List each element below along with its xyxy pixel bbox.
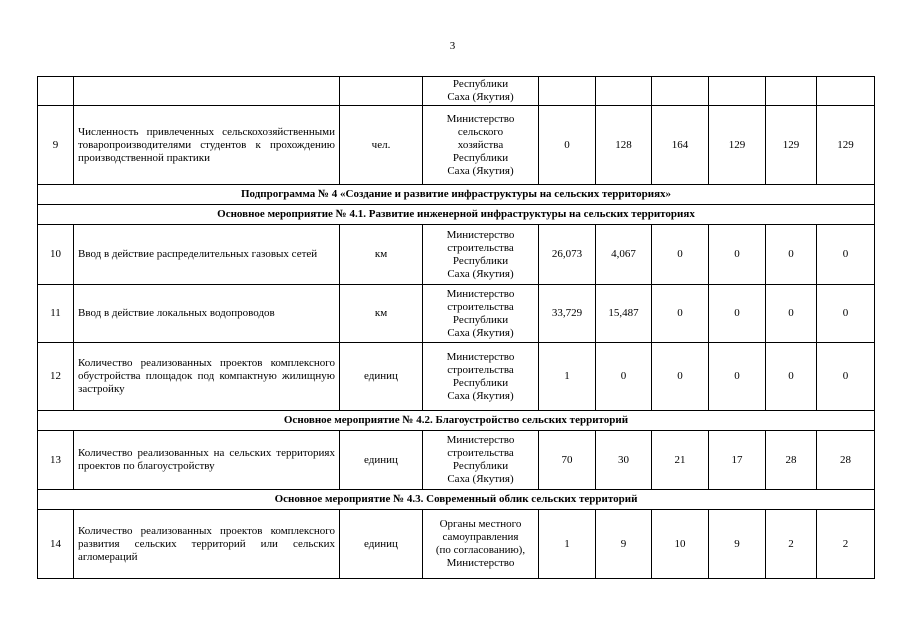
indicators-table (37, 76, 875, 579)
unit-of-measure: единиц (340, 510, 423, 579)
indicator-value: 26,073 (539, 225, 596, 285)
section-header-row (38, 185, 875, 205)
organization-line: Саха (Якутия) (447, 91, 514, 103)
row-number (38, 77, 74, 106)
responsible-organization (423, 431, 539, 490)
indicator-value: 2 (766, 510, 817, 579)
indicator-value: 21 (652, 431, 709, 490)
organization-line: Республики (452, 151, 509, 164)
row-number: 10 (38, 225, 74, 285)
indicator-value: 0 (709, 225, 766, 285)
indicator-value: 4,067 (596, 225, 652, 285)
indicator-value: 129 (817, 106, 875, 185)
organization-line: строительства (447, 363, 514, 376)
section-header-row (38, 490, 875, 510)
table-row (38, 225, 875, 285)
indicator-value: 1 (539, 343, 596, 411)
organization-line: сельского (457, 125, 504, 138)
indicator-value: 0 (539, 106, 596, 185)
responsible-organization (423, 77, 539, 106)
indicator-value (652, 77, 709, 106)
organization-line: строительства (447, 447, 514, 459)
unit-of-measure: единиц (340, 431, 423, 490)
table-row (38, 77, 875, 106)
organization-line: Министерство (446, 557, 515, 569)
indicator-value: 9 (596, 510, 652, 579)
indicator-value: 0 (766, 225, 817, 285)
organization-line: Республики (452, 254, 509, 267)
indicator-name: Количество реализованных проектов комплексного развития сельских территорий или сельских агломераций (74, 510, 340, 579)
indicator-value: 129 (709, 106, 766, 185)
section-header-row (38, 205, 875, 225)
organization-line: Саха (Якутия) (447, 326, 514, 339)
indicator-value (766, 77, 817, 106)
organization-line: Саха (Якутия) (447, 473, 514, 485)
indicator-value: 17 (709, 431, 766, 490)
organization-line: Министерство (446, 350, 515, 363)
organization-line: Министерство (446, 112, 515, 125)
indicator-value: 15,487 (596, 285, 652, 343)
indicator-value: 9 (709, 510, 766, 579)
organization-line: (по согласованию), (435, 544, 526, 556)
organization-line: Республики (452, 376, 509, 389)
organization-line: Саха (Якутия) (447, 389, 514, 402)
indicator-name: Количество реализованных на сельских территориях проектов по благоустройству (74, 431, 340, 490)
indicator-name: Количество реализованных проектов комплексного обустройства площадок под компактную жилищную застройку (74, 343, 340, 411)
indicator-name: Численность привлеченных сельскохозяйственными товаропроизводителями студентов к прохождению производственной практики (74, 106, 340, 185)
section-title: Основное мероприятие № 4.1. Развитие инженерной инфраструктуры на сельских территориях (38, 205, 875, 225)
indicator-value: 0 (766, 285, 817, 343)
table-row (38, 285, 875, 343)
indicator-value (709, 77, 766, 106)
indicator-value: 0 (596, 343, 652, 411)
indicator-value: 0 (709, 343, 766, 411)
indicator-name (74, 77, 340, 106)
indicator-value (596, 77, 652, 106)
responsible-organization (423, 343, 539, 411)
responsible-organization (423, 225, 539, 285)
row-number: 14 (38, 510, 74, 579)
responsible-organization (423, 285, 539, 343)
indicator-value: 128 (596, 106, 652, 185)
indicator-value: 129 (766, 106, 817, 185)
table-row (38, 431, 875, 490)
indicator-name: Ввод в действие распределительных газовых сетей (74, 225, 340, 285)
indicator-value: 0 (652, 343, 709, 411)
organization-line: самоуправления (442, 531, 519, 543)
row-number: 12 (38, 343, 74, 411)
indicator-value: 0 (817, 343, 875, 411)
page-number: 3 (449, 40, 456, 52)
indicator-value: 0 (817, 225, 875, 285)
row-number: 9 (38, 106, 74, 185)
organization-line: строительства (447, 241, 514, 254)
indicator-value: 2 (817, 510, 875, 579)
section-title: Подпрограмма № 4 «Создание и развитие инфраструктуры на сельских территориях» (38, 185, 875, 205)
unit-of-measure: км (340, 225, 423, 285)
section-title: Основное мероприятие № 4.3. Современный облик сельских территорий (38, 490, 875, 510)
organization-line: Министерство (446, 434, 515, 446)
responsible-organization (423, 106, 539, 185)
organization-line: Саха (Якутия) (447, 267, 514, 280)
row-number: 13 (38, 431, 74, 490)
organization-line: Республики (452, 78, 509, 90)
organization-line: Саха (Якутия) (447, 164, 514, 177)
organization-line: хозяйства (457, 138, 504, 151)
organization-line: строительства (447, 300, 514, 313)
table-row (38, 343, 875, 411)
organization-line: Республики (452, 460, 509, 472)
table-row (38, 106, 875, 185)
row-number: 11 (38, 285, 74, 343)
indicator-value: 30 (596, 431, 652, 490)
indicator-value: 0 (817, 285, 875, 343)
organization-line: Органы местного (439, 518, 522, 530)
indicator-value: 28 (766, 431, 817, 490)
section-title: Основное мероприятие № 4.2. Благоустройство сельских территорий (38, 411, 875, 431)
unit-of-measure: чел. (340, 106, 423, 185)
organization-line: Министерство (446, 228, 515, 241)
section-header-row (38, 411, 875, 431)
unit-of-measure (340, 77, 423, 106)
responsible-organization (423, 510, 539, 579)
indicator-value: 0 (766, 343, 817, 411)
indicator-value: 28 (817, 431, 875, 490)
indicator-name: Ввод в действие локальных водопроводов (74, 285, 340, 343)
unit-of-measure: км (340, 285, 423, 343)
indicator-value: 0 (652, 225, 709, 285)
organization-line: Министерство (446, 287, 515, 300)
indicator-value: 1 (539, 510, 596, 579)
indicator-value: 70 (539, 431, 596, 490)
indicator-value (817, 77, 875, 106)
unit-of-measure: единиц (340, 343, 423, 411)
indicator-value: 0 (652, 285, 709, 343)
indicator-value: 10 (652, 510, 709, 579)
organization-line: Республики (452, 313, 509, 326)
indicator-value (539, 77, 596, 106)
table-row (38, 510, 875, 579)
indicator-value: 33,729 (539, 285, 596, 343)
indicator-value: 164 (652, 106, 709, 185)
indicator-value: 0 (709, 285, 766, 343)
